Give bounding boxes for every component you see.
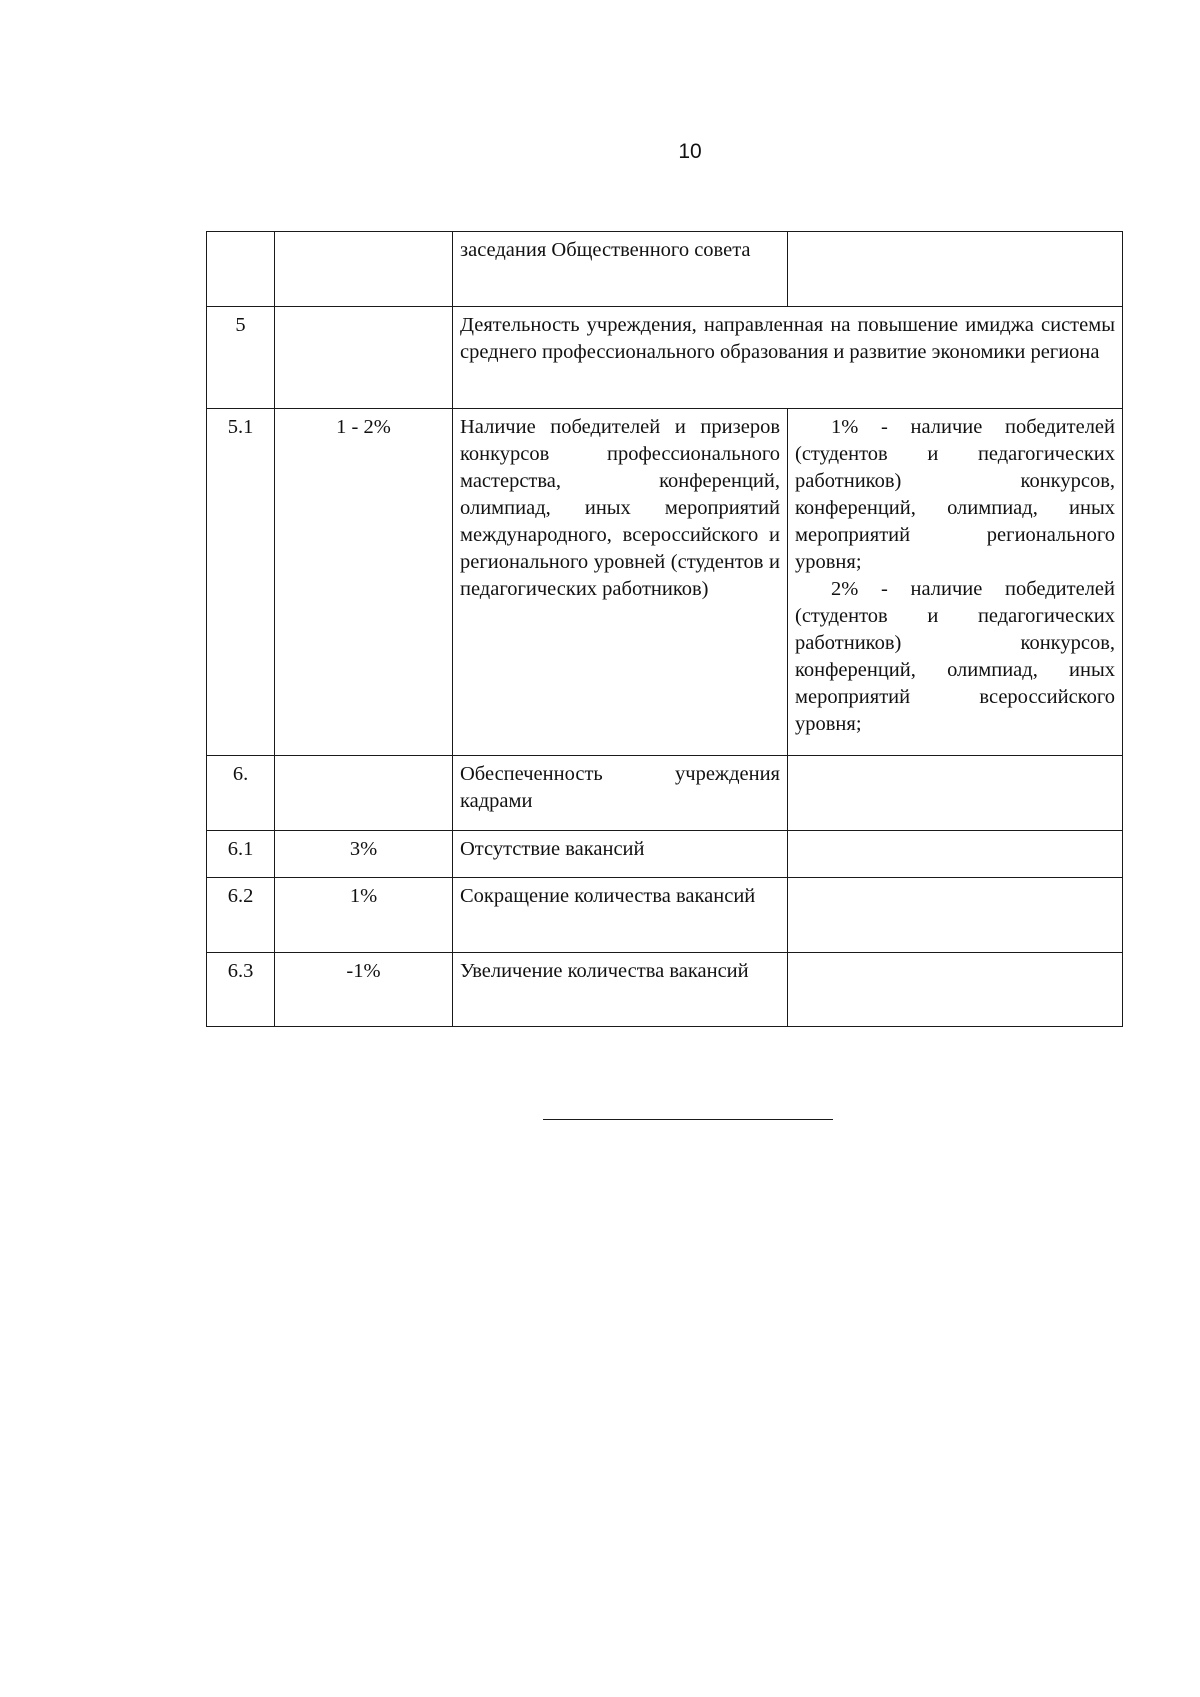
row-criterion: Обеспеченность учреждения кадрами xyxy=(453,756,788,831)
row-criterion: Увеличение количества вакансий xyxy=(453,953,788,1027)
row-criterion: Сокращение количества вакансий xyxy=(453,878,788,953)
table-row xyxy=(207,831,1123,878)
section-heading: Деятельность учреждения, направленная на повышение имиджа системы среднего профессионального образования и развитие экономики региона xyxy=(453,307,1123,409)
row-criterion: Наличие победителей и призеров конкурсов профессионального мастерства, конференций, олимпиад, иных мероприятий международного, всероссийского и регионального уровней (студентов и педагогических работников) xyxy=(453,409,788,756)
row-number xyxy=(207,232,275,307)
scale-item: 1% - наличие победителей (студентов и педагогических работников) конкурсов, конференций, олимпиад, иных мероприятий регионального уровня; xyxy=(795,416,1115,573)
row-weight: 3% xyxy=(275,831,453,878)
table-row xyxy=(207,307,1123,409)
row-number: 5 xyxy=(207,307,275,409)
row-scale xyxy=(788,953,1123,1027)
row-weight xyxy=(275,756,453,831)
table-row xyxy=(207,953,1123,1027)
row-number: 6.2 xyxy=(207,878,275,953)
row-scale xyxy=(788,232,1123,307)
row-scale xyxy=(788,878,1123,953)
table-row xyxy=(207,878,1123,953)
end-of-document-line xyxy=(543,1119,833,1120)
row-weight: 1% xyxy=(275,878,453,953)
row-number: 6.1 xyxy=(207,831,275,878)
table-row xyxy=(207,756,1123,831)
table-row xyxy=(207,409,1123,756)
table-row xyxy=(207,232,1123,307)
row-number: 5.1 xyxy=(207,409,275,756)
row-scale xyxy=(788,831,1123,878)
scale-item: 2% - наличие победителей (студентов и педагогических работников) конкурсов, конференций, олимпиад, иных мероприятий всероссийского уровня; xyxy=(795,578,1115,735)
row-number: 6. xyxy=(207,756,275,831)
row-criterion: заседания Общественного совета xyxy=(453,232,788,307)
row-weight xyxy=(275,307,453,409)
row-scale xyxy=(788,756,1123,831)
page-number: 10 xyxy=(678,140,702,163)
row-scale xyxy=(788,409,1123,756)
criteria-table xyxy=(206,231,1123,1027)
row-weight: -1% xyxy=(275,953,453,1027)
row-weight: 1 - 2% xyxy=(275,409,453,756)
row-criterion: Отсутствие вакансий xyxy=(453,831,788,878)
row-number: 6.3 xyxy=(207,953,275,1027)
row-weight xyxy=(275,232,453,307)
